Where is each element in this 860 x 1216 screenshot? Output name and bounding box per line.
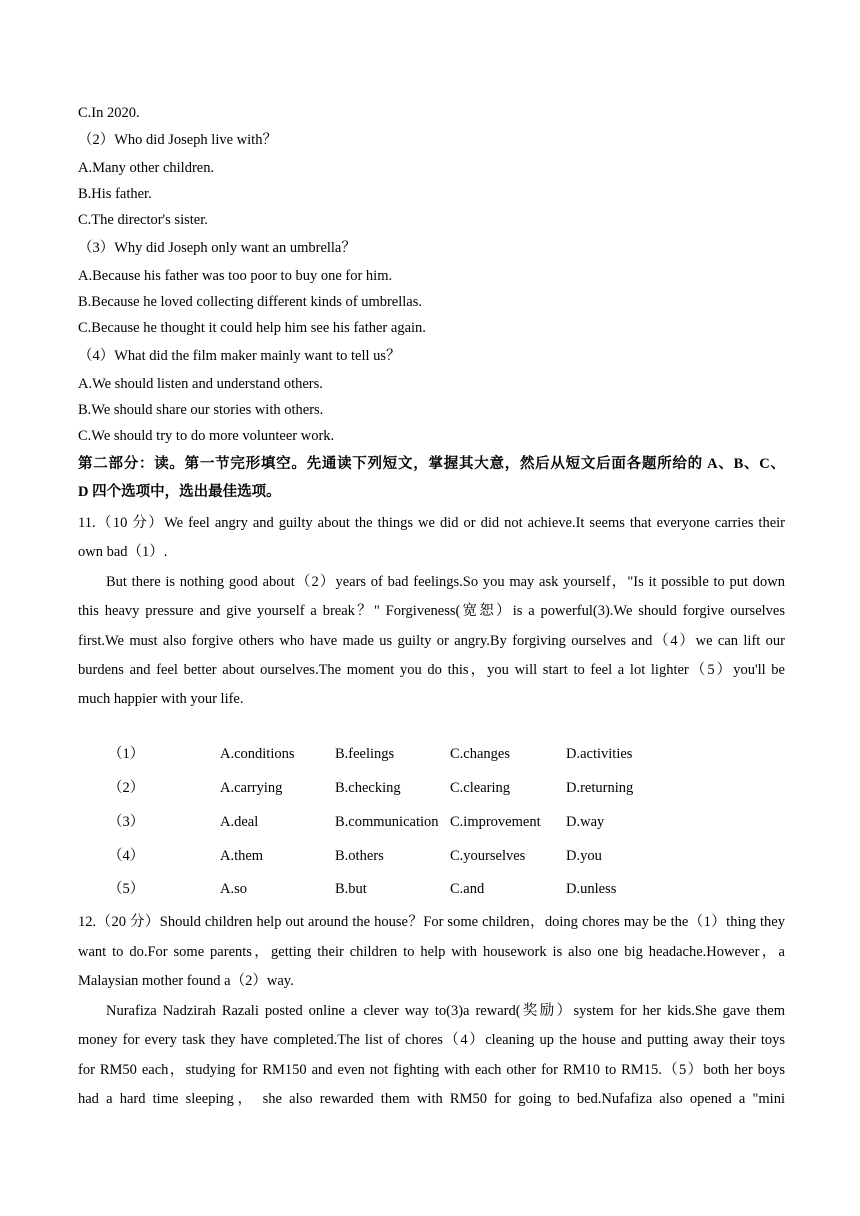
option-b: B.checking xyxy=(335,780,401,796)
q10-subquestion-3: （3）Why did Joseph only want an umbrella？ xyxy=(78,240,356,256)
q11-passage-line: But there is nothing good about（2）years of bad feelings.So you may ask yourself，"Is it possible to put down xyxy=(106,574,785,590)
blank-number: （1） xyxy=(108,746,145,762)
q11-passage-line: own bad（1）. xyxy=(78,544,168,560)
blank-number: （2） xyxy=(108,780,145,796)
option-c: C.improvement xyxy=(450,814,541,830)
option-d: D.returning xyxy=(566,780,634,796)
q10-3-option-c: C.Because he thought it could help him see his father again. xyxy=(78,320,426,336)
q12-passage-line: money for every task they have completed.The list of chores（4）cleaning up the house and putting away their toys xyxy=(78,1032,785,1048)
q11-passage-line: 11.（10 分）We feel angry and guilty about the things we did or did not achieve.It seems that everyone carries their xyxy=(78,515,785,531)
q10-2-option-a: A.Many other children. xyxy=(78,160,215,176)
blank-number: （4） xyxy=(108,848,145,864)
q10-2-option-c: C.The director's sister. xyxy=(78,212,208,228)
option-d: D.you xyxy=(566,848,602,864)
q10-4-option-c: C.We should try to do more volunteer work. xyxy=(78,428,335,444)
option-c: C.yourselves xyxy=(450,848,526,864)
option-c: C.clearing xyxy=(450,780,510,796)
option-d: D.unless xyxy=(566,881,617,897)
q10-3-option-b: B.Because he loved collecting different kinds of umbrellas. xyxy=(78,294,423,310)
option-a: A.deal xyxy=(220,814,259,830)
q10-option-c: C.In 2020. xyxy=(78,105,140,121)
option-a: A.carrying xyxy=(220,780,283,796)
option-d: D.way xyxy=(566,814,605,830)
q11-passage-line: burdens and feel better about ourselves.The moment you do this，you will start to feel a lot lighter（5）you'll be xyxy=(78,662,785,678)
q11-passage-line: this heavy pressure and give yourself a break？" Forgiveness(宽恕）is a powerful(3).We should forgive ourselves xyxy=(78,603,785,619)
q12-passage-line: 12.（20 分）Should children help out around the house？For some children，doing chores may be the（1）thing they xyxy=(78,914,785,930)
q10-3-option-a: A.Because his father was too poor to buy one for him. xyxy=(78,268,393,284)
q11-passage-line: much happier with your life. xyxy=(78,691,244,707)
option-b: B.feelings xyxy=(335,746,395,762)
blank-number: （3） xyxy=(108,814,145,830)
q12-passage-line: want to do.For some parents，getting their children to help with housework is also one big headache.However，a xyxy=(78,944,785,960)
q12-passage-line: Nurafiza Nadzirah Razali posted online a clever way to(3)a reward(奖励）system for her kids.She gave them xyxy=(106,1003,785,1019)
q12-passage-line: Malaysian mother found a（2）way. xyxy=(78,973,294,989)
section-heading-line1: 第二部分：读。第一节完形填空。先通读下列短文，掌握其大意，然后从短文后面各题所给的 A、B、C、 xyxy=(78,456,785,472)
option-a: A.so xyxy=(220,881,247,897)
option-b: B.communication xyxy=(335,814,439,830)
q10-subquestion-4: （4）What did the film maker mainly want to tell us？ xyxy=(78,348,401,364)
q10-4-option-b: B.We should share our stories with others. xyxy=(78,402,324,418)
q10-subquestion-2: （2）Who did Joseph live with？ xyxy=(78,132,277,148)
option-d: D.activities xyxy=(566,746,633,762)
option-b: B.others xyxy=(335,848,384,864)
blank-number: （5） xyxy=(108,881,145,897)
option-c: C.changes xyxy=(450,746,510,762)
q10-2-option-b: B.His father. xyxy=(78,186,152,202)
q10-4-option-a: A.We should listen and understand others. xyxy=(78,376,323,392)
option-a: A.them xyxy=(220,848,264,864)
q12-passage-line: had a hard time sleeping， she also rewarded them with RM50 for going to bed.Nufafiza also opened a "mini xyxy=(78,1091,785,1107)
option-b: B.but xyxy=(335,881,367,897)
section-heading-line2: D 四个选项中，选出最佳选项。 xyxy=(78,484,281,500)
q12-passage-line: for RM50 each，studying for RM150 and even not fighting with each other for RM10 to RM15.（5）both her boys xyxy=(78,1062,785,1078)
option-a: A.conditions xyxy=(220,746,295,762)
option-c: C.and xyxy=(450,881,485,897)
q11-passage-line: first.We must also forgive others who have made us guilty or angry.By forgiving ourselves and（4）we can lift our xyxy=(78,633,785,649)
